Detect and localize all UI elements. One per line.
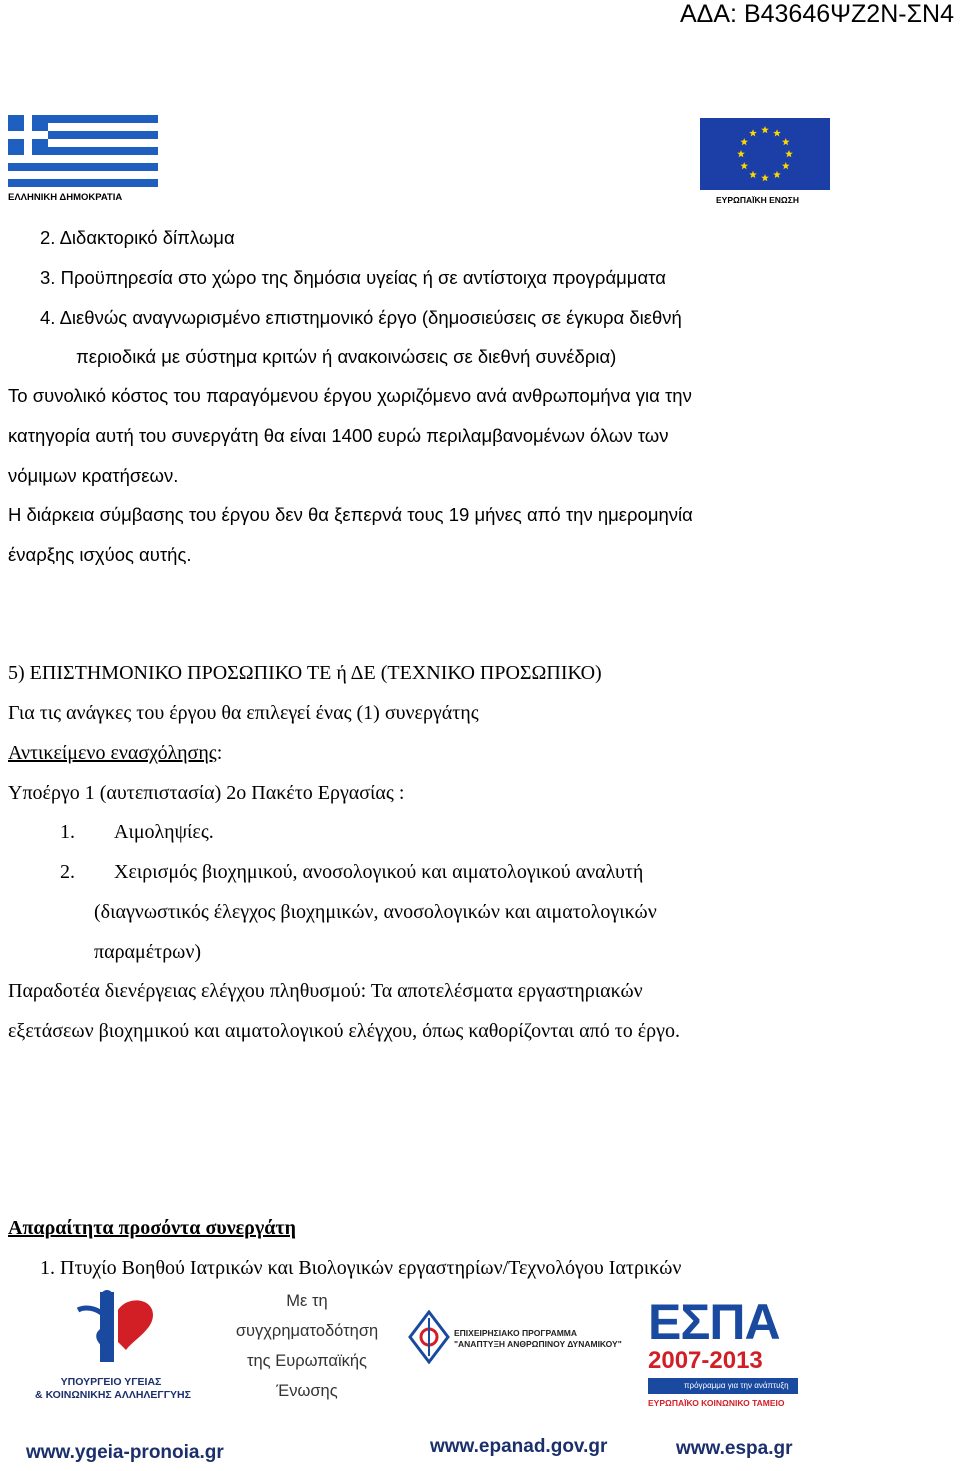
ministry-emblem-icon [58,1290,168,1370]
list-number: 1. [40,1257,55,1279]
ministry-amp: & [35,1389,43,1401]
list-number: 4. [40,307,56,328]
url-epanad[interactable]: www.epanad.gov.gr [430,1436,608,1457]
url-espa[interactable]: www.espa.gr [676,1438,793,1459]
list-text: Πτυχίο Βοηθού Ιατρικών και Βιολογικών εργαστηρίων/Τεχνολόγου Ιατρικών [60,1257,682,1279]
cofund-line-1: Με τη [286,1292,328,1310]
task-1-text: Αιμοληψίες. [114,821,214,843]
ministry-line-1: ΥΠΟΥΡΓΕΙΟ ΥΓΕΙΑΣ [60,1376,162,1388]
op-emblem-icon [408,1310,450,1364]
cofund-line-4: Ένωσης [276,1382,338,1400]
task-2-number: 2. [60,861,75,883]
cost-line-2: κατηγορία αυτή του συνεργάτη θα είναι 1400 ευρώ περιλαμβανομένων όλων των [8,425,669,446]
eu-flag-caption: ΕΥΡΩΠΑΪΚΗ ΕΝΩΣΗ [716,195,799,205]
list-text: Διδακτορικό δίπλωμα [59,227,235,248]
cofunding-text [222,1286,392,1406]
espa-slogan: πρόγραμμα για την ανάπτυξη [684,1381,789,1390]
espa-fund: ΕΥΡΩΠΑΪΚΟ ΚΟΙΝΩΝΙΚΟ ΤΑΜΕΙΟ [648,1398,785,1408]
duration-line-2: έναρξης ισχύος αυτής. [8,544,192,565]
cofund-line-3: της Ευρωπαϊκής [246,1352,368,1370]
list-text: Προϋπηρεσία στο χώρο της δημόσια υγείας ή σε αντίστοιχα προγράμματα [60,267,666,288]
deliverables-line-1: Παραδοτέα διενέργειας ελέγχου πληθυσμού: Τα αποτελέσματα εργαστηριακών [8,980,643,1002]
qualification-1 [40,1256,681,1280]
qualifications-title: Απαραίτητα προσόντα συνεργάτη [8,1217,296,1239]
op-line-1: ΕΠΙΧΕΙΡΗΣΙΑΚΟ ΠΡΟΓΡΑΜΜΑ [454,1328,578,1338]
task-2-text-1: Χειρισμός βιοχημικού, ανοσολογικού και αιματολογικού αναλυτή [114,861,644,883]
espa-slogan-bar [648,1378,798,1394]
deliverables-line-2: εξετάσεων βιοχημικού και αιματολογικού ελέγχου, όπως καθορίζονται από το έργο. [8,1020,680,1042]
list-number: 3. [40,267,56,288]
object-label: Αντικείμενο ενασχόλησης [8,742,217,764]
espa-years: 2007-2013 [648,1347,763,1374]
greek-flag-caption: ΕΛΛΗΝΙΚΗ ΔΗΜΟΚΡΑΤΙΑ [8,192,123,203]
greek-flag-logo [8,115,158,203]
list-item-3 [40,266,666,290]
footer-urls [0,1430,960,1471]
object-line [8,741,222,765]
greek-flag-icon [8,115,158,187]
eu-flag-icon [700,118,830,190]
list-item-2 [40,226,235,250]
espa-logo [648,1296,798,1408]
list-item-4-cont: περιοδικά με σύστημα κριτών ή ανακοινώσεις σε διεθνή συνέδρια) [76,346,617,367]
task-1-number: 1. [60,821,75,843]
ministry-line-2: ΚΟΙΝΩΝΙΚΗΣ ΑΛΛΗΛΕΓΓΥΗΣ [45,1389,191,1401]
op-logo [408,1310,622,1370]
cofund-line-2: συγχρηματοδότηση [235,1322,379,1340]
needs-line: Για τις ανάγκες του έργου θα επιλεγεί ένας (1) συνεργάτης [8,702,479,724]
ministry-logo [28,1290,198,1410]
list-number: 2. [40,227,56,248]
section-title: 5) ΕΠΙΣΤΗΜΟΝΙΚΟ ΠΡΟΣΩΠΙΚΟ ΤΕ ή ΔΕ (ΤΕΧΝΙΚΟ ΠΡΟΣΩΠΙΚΟ) [8,662,602,684]
task-2-text-2: (διαγνωστικός έλεγχος βιοχημικών, ανοσολογικών και αιματολογικών [94,901,657,923]
task-2-text-3: παραμέτρων) [94,941,202,963]
list-text: Διεθνώς αναγνωρισμένο επιστημονικό έργο (δημοσιεύσεις σε έγκυρα διεθνή [59,307,682,328]
op-line-2: "ΑΝΑΠΤΥΞΗ ΑΝΘΡΩΠΙΝΟΥ ΔΥΝΑΜΙΚΟΥ" [454,1339,622,1349]
duration-line-1: Η διάρκεια σύμβασης του έργου δεν θα ξεπερνά τους 19 μήνες από την ημερομηνία [8,504,693,525]
list-item-4 [40,306,682,330]
url-ygeia[interactable]: www.ygeia-pronoia.gr [26,1442,224,1463]
ada-code: ΑΔΑ: Β43646ΨΖ2Ν-ΣΝ4 [680,0,954,28]
eu-flag-logo [700,118,830,205]
subproject-line: Υποέργο 1 (αυτεπιστασία) 2ο Πακέτο Εργασίας : [8,782,405,804]
object-colon: : [216,742,223,764]
espa-word: ΕΣΠΑ [648,1294,780,1350]
cost-line-1: Το συνολικό κόστος του παραγόμενου έργου χωριζόμενο ανά ανθρωπομήνα για την [8,385,692,406]
cost-line-3: νόμιμων κρατήσεων. [8,465,179,486]
